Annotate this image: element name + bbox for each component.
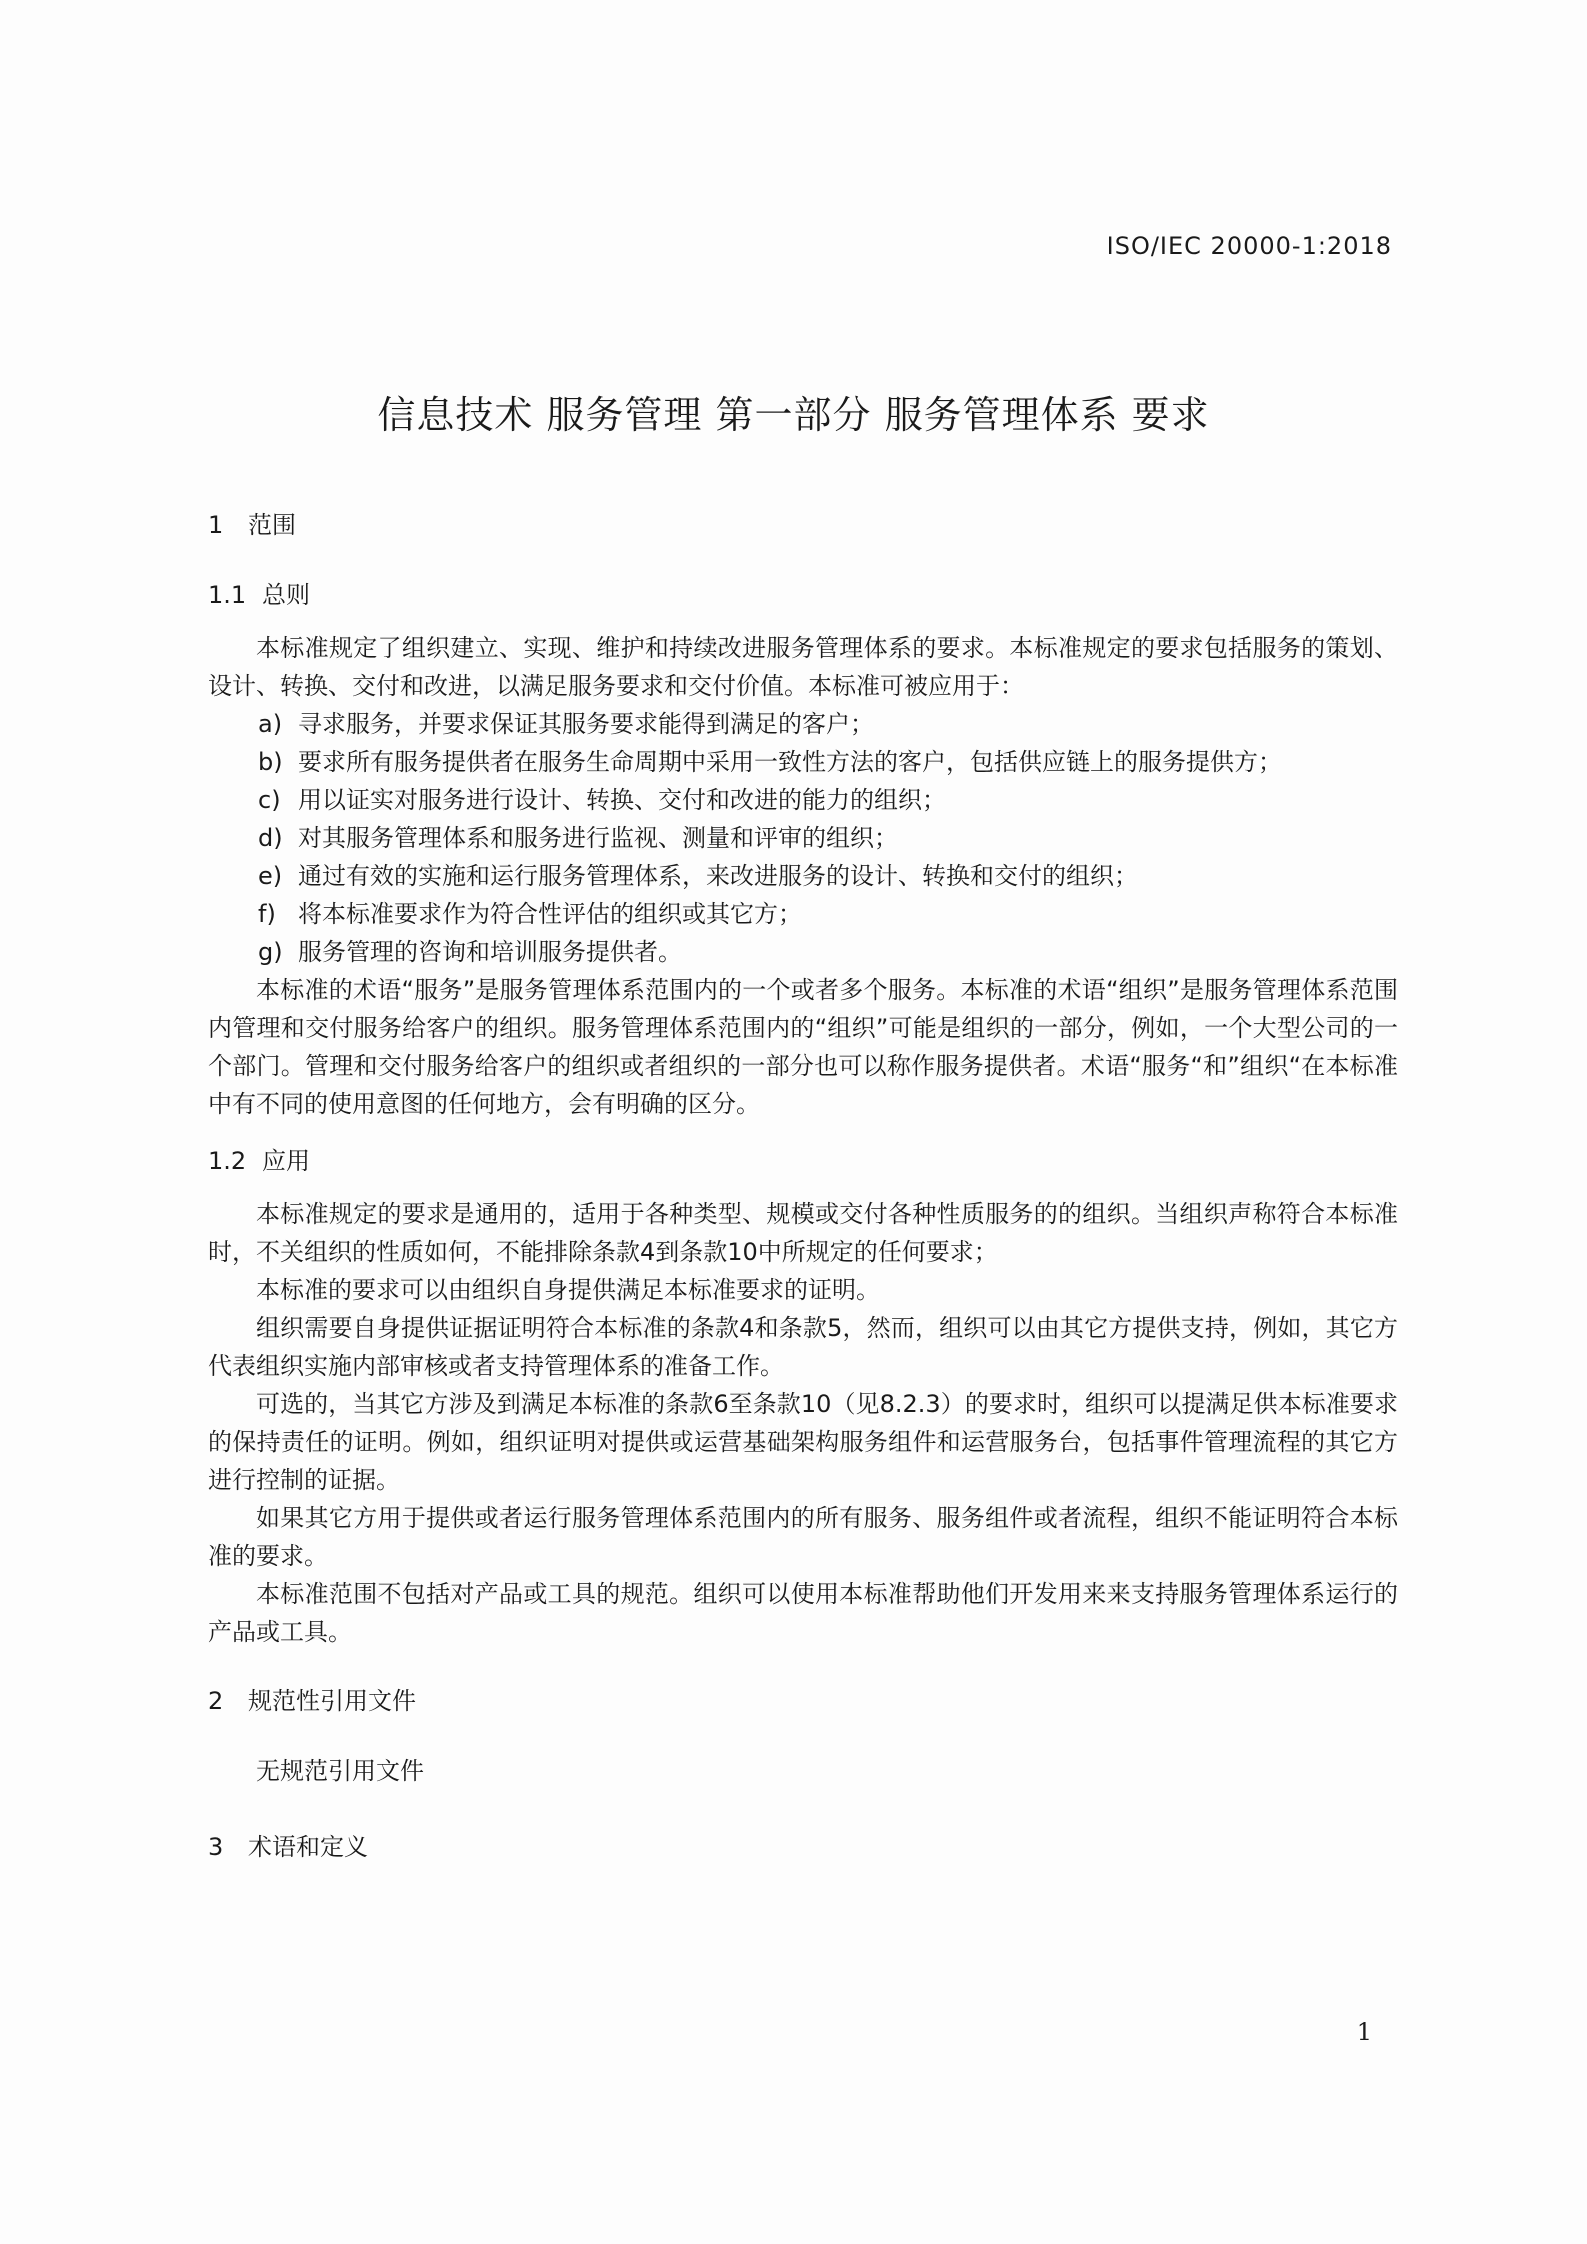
section-number: 3: [208, 1833, 224, 1861]
scope-list: [208, 705, 1398, 971]
standard-code: ISO/IEC 20000-1:2018: [1106, 232, 1392, 260]
list-item: g) 服务管理的咨询和培训服务提供者。: [258, 938, 682, 966]
subsection-title: 应用: [262, 1147, 310, 1175]
paragraph: 本标准的要求可以由组织自身提供满足本标准要求的证明。: [256, 1276, 880, 1304]
paragraph: 本标准范围不包括对产品或工具的规范。组织可以使用本标准帮助他们开发用来来支持服务管理体系运行的产品或工具。: [208, 1580, 1398, 1646]
list-item: c) 用以证实对服务进行设计、转换、交付和改进的能力的组织；: [258, 786, 946, 814]
document-body: [208, 505, 1398, 1867]
paragraph: 组织需要自身提供证据证明符合本标准的条款4和条款5，然而，组织可以由其它方提供支持，例如，其它方代表组织实施内部审核或者支持管理体系的准备工作。: [208, 1314, 1398, 1380]
paragraph: 可选的，当其它方涉及到满足本标准的条款6至条款10（见8.2.3）的要求时，组织可以提满足供本标准要求的保持责任的证明。例如，组织证明对提供或运营基础架构服务组件和运营服务台，包括事件管理流程的其它方进行控制的证据。: [208, 1390, 1398, 1494]
paragraph: 如果其它方用于提供或者运行服务管理体系范围内的所有服务、服务组件或者流程，组织不能证明符合本标准的要求。: [208, 1504, 1398, 1570]
section-number: 2: [208, 1687, 224, 1715]
paragraph: 本标准的术语“服务”是服务管理体系范围内的一个或者多个服务。本标准的术语“组织”是服务管理体系范围内管理和交付服务给客户的组织。服务管理体系范围内的“组织”可能是组织的一部分，例如，一个大型公司的一个部门。管理和交付服务给客户的组织或者组织的一部分也可以称作服务提供者。术语“服务“和”组织“在本标准中有不同的使用意图的任何地方，会有明确的区分。: [208, 976, 1398, 1118]
paragraph: 本标准规定了组织建立、实现、维护和持续改进服务管理体系的要求。本标准规定的要求包括服务的策划、设计、转换、交付和改进，以满足服务要求和交付价值。本标准可被应用于：: [208, 634, 1398, 700]
subsection-title: 总则: [262, 581, 310, 609]
list-item: d) 对其服务管理体系和服务进行监视、测量和评审的组织；: [258, 824, 898, 852]
document-title: 信息技术 服务管理 第一部分 服务管理体系 要求: [377, 393, 1210, 437]
page-number: 1: [1356, 2018, 1372, 2046]
section-1-heading: [208, 505, 1398, 545]
subsection-number: 1.1: [208, 581, 247, 609]
section-title: 范围: [248, 511, 296, 539]
section-3-heading: [208, 1827, 1398, 1867]
section-title: 术语和定义: [248, 1833, 368, 1861]
list-item: b) 要求所有服务提供者在服务生命周期中采用一致性方法的客户，包括供应链上的服务提供方；: [258, 748, 1282, 776]
section-title: 规范性引用文件: [248, 1687, 416, 1715]
subsection-number: 1.2: [208, 1147, 247, 1175]
section-number: 1: [208, 511, 224, 539]
section-2-heading: [208, 1681, 1398, 1721]
list-item: f) 将本标准要求作为符合性评估的组织或其它方；: [258, 900, 802, 928]
paragraph: 本标准规定的要求是通用的，适用于各种类型、规模或交付各种性质服务的的组织。当组织声称符合本标准时，不关组织的性质如何，不能排除条款4到条款10中所规定的任何要求；: [208, 1200, 1398, 1266]
paragraph: 无规范引用文件: [256, 1757, 424, 1785]
subsection-1-1-heading: [208, 575, 1398, 615]
list-item: a) 寻求服务，并要求保证其服务要求能得到满足的客户；: [258, 710, 874, 738]
list-item: e) 通过有效的实施和运行服务管理体系，来改进服务的设计、转换和交付的组织；: [258, 862, 1138, 890]
subsection-1-2-heading: [208, 1141, 1398, 1181]
